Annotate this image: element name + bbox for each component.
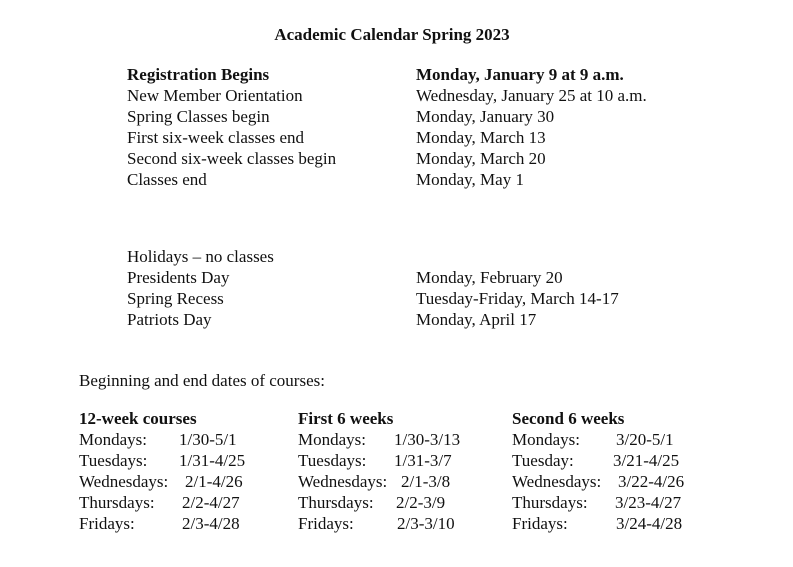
holidays-heading-row [127, 246, 747, 267]
course-group-heading: First 6 weeks [298, 409, 394, 428]
holiday-label: Presidents Day [127, 268, 230, 287]
course-range: 3/23-4/27 [615, 493, 682, 512]
course-day: Thursdays: [512, 493, 588, 512]
schedule-label: New Member Orientation [127, 86, 303, 105]
course-day: Wednesdays: [298, 472, 388, 491]
course-row [79, 471, 245, 492]
registration-date: Monday, January 9 at 9 a.m. [416, 65, 624, 84]
course-row [79, 492, 245, 513]
course-range: 1/31-3/7 [394, 451, 452, 470]
schedule-label: Second six-week classes begin [127, 149, 337, 168]
course-day: Wednesdays: [512, 472, 602, 491]
schedule-label: First six-week classes end [127, 128, 305, 147]
schedule-row [127, 148, 747, 169]
holiday-row [127, 267, 747, 288]
course-row [298, 492, 460, 513]
schedule-row [127, 127, 747, 148]
registration-row [127, 64, 747, 85]
course-range: 2/1-3/8 [401, 472, 451, 491]
course-range: 3/21-4/25 [613, 451, 680, 470]
schedule-date: Monday, March 20 [416, 149, 546, 168]
holiday-date: Monday, February 20 [416, 268, 563, 287]
course-row [298, 450, 460, 471]
course-day: Fridays: [298, 514, 354, 533]
page-title: Academic Calendar Spring 2023 [274, 25, 510, 44]
schedule-date: Monday, March 13 [416, 128, 546, 147]
course-row [512, 471, 684, 492]
schedule-date: Wednesday, January 25 at 10 a.m. [416, 86, 647, 105]
course-group-second-6-weeks [512, 408, 684, 534]
course-row [298, 429, 460, 450]
schedule-row [127, 85, 747, 106]
holidays-heading: Holidays – no classes [127, 247, 274, 266]
course-row [512, 513, 684, 534]
course-row [79, 513, 245, 534]
course-day: Fridays: [512, 514, 568, 533]
course-row [79, 429, 245, 450]
course-day: Fridays: [79, 514, 135, 533]
course-row [512, 429, 684, 450]
course-day: Mondays: [79, 430, 147, 449]
registration-label: Registration Begins [127, 65, 270, 84]
course-day: Mondays: [512, 430, 580, 449]
course-day: Tuesday: [512, 451, 574, 470]
schedule-label: Classes end [127, 170, 207, 189]
schedule-date: Monday, January 30 [416, 107, 555, 126]
schedule-date: Monday, May 1 [416, 170, 524, 189]
course-group-first-6-weeks [298, 408, 460, 534]
courses-intro: Beginning and end dates of courses: [79, 371, 325, 390]
course-range: 2/2-4/27 [182, 493, 240, 512]
course-range: 3/20-5/1 [616, 430, 674, 449]
holiday-label: Patriots Day [127, 310, 212, 329]
schedule-label: Spring Classes begin [127, 107, 270, 126]
course-range: 2/2-3/9 [396, 493, 446, 512]
course-range: 1/30-5/1 [179, 430, 237, 449]
schedule-row [127, 169, 747, 190]
holiday-label: Spring Recess [127, 289, 224, 308]
course-day: Thursdays: [79, 493, 155, 512]
course-row [298, 513, 460, 534]
course-row [298, 471, 460, 492]
course-range: 1/31-4/25 [179, 451, 246, 470]
course-row [512, 450, 684, 471]
course-group-12-week [79, 408, 245, 534]
course-range: 1/30-3/13 [394, 430, 461, 449]
course-range: 2/3-3/10 [397, 514, 455, 533]
course-day: Tuesdays: [298, 451, 367, 470]
course-range: 2/1-4/26 [185, 472, 243, 491]
course-row [79, 450, 245, 471]
holiday-date: Tuesday-Friday, March 14-17 [416, 289, 619, 308]
schedule-section [127, 64, 747, 190]
holiday-row [127, 288, 747, 309]
course-row [512, 492, 684, 513]
holiday-row [127, 309, 747, 330]
course-range: 2/3-4/28 [182, 514, 240, 533]
course-range: 3/22-4/26 [618, 472, 685, 491]
holidays-section [127, 246, 747, 330]
course-range: 3/24-4/28 [616, 514, 683, 533]
course-day: Thursdays: [298, 493, 374, 512]
course-group-heading: 12-week courses [79, 409, 197, 428]
course-day: Wednesdays: [79, 472, 169, 491]
course-day: Mondays: [298, 430, 366, 449]
course-group-heading: Second 6 weeks [512, 409, 625, 428]
course-day: Tuesdays: [79, 451, 148, 470]
schedule-row [127, 106, 747, 127]
holiday-date: Monday, April 17 [416, 310, 537, 329]
